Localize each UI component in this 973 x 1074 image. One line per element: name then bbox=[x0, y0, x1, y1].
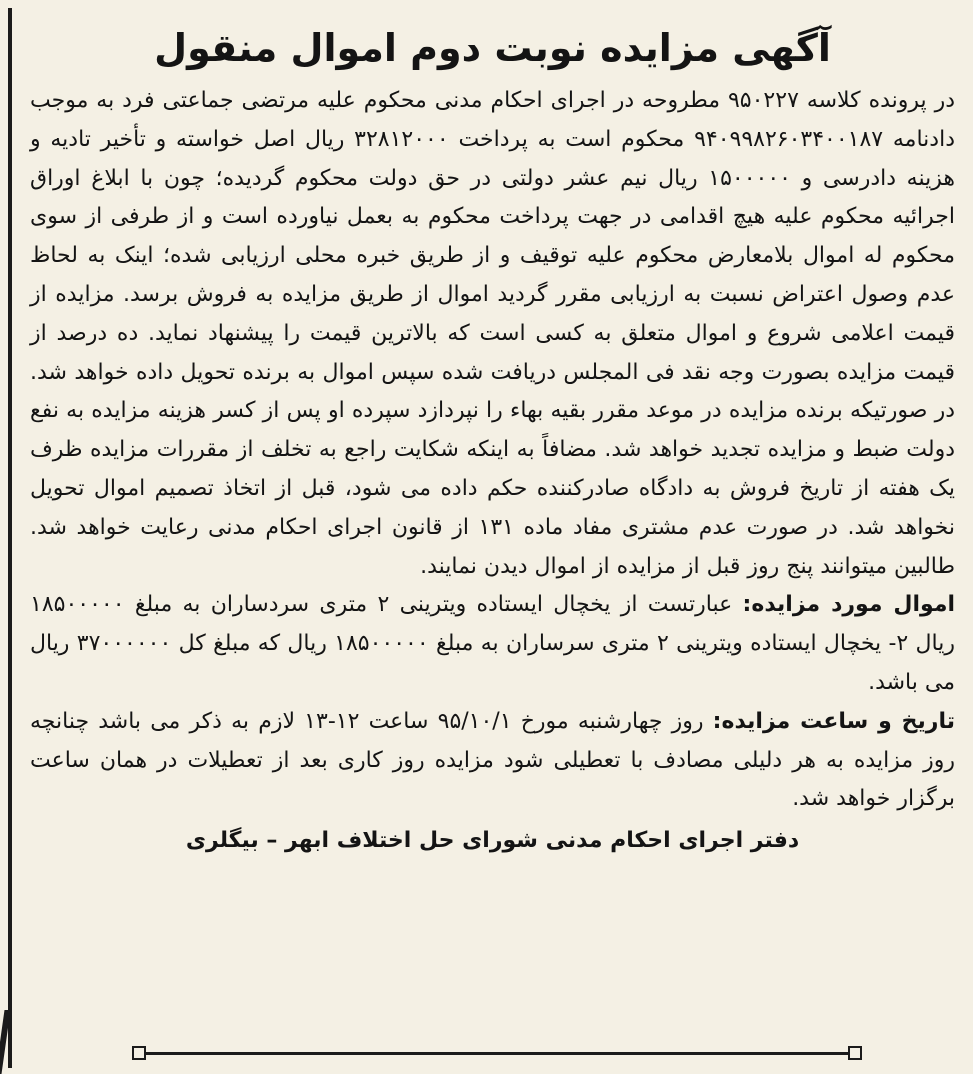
bottom-divider bbox=[138, 1052, 856, 1055]
divider-end-square-left bbox=[132, 1046, 146, 1060]
notice-content bbox=[30, 20, 955, 859]
divider-end-square-right bbox=[848, 1046, 862, 1060]
notice-title: آگهی مزایده نوبت دوم اموال منقول bbox=[154, 26, 831, 70]
items-label: اموال مورد مزایده: bbox=[742, 592, 956, 618]
date-section bbox=[30, 703, 955, 819]
notice-body: در پرونده کلاسه ۹۵۰۲۲۷ مطروحه در اجرای احکام مدنی محکوم علیه مرتضی جماعتی فرد به موجب دادنامه ۹۴۰۹۹۸۲۶۰۳۴۰۰۱۸۷ محکوم است به پرداخت ۳۲۸۱۲۰۰۰ ریال اصل خواسته و تأخیر تادیه و هزینه دادرسی و ۱۵۰۰۰۰۰ ریال نیم عشر دولتی در حق دولت محکوم گردیده؛ چون با ابلاغ اوراق اجرائیه محکوم علیه هیچ اقدامی در جهت پرداخت محکوم به بعمل نیاورده است و از طرفی از سوی محکوم له اموال بلامعارض محکوم علیه توقیف و از طریق خبره محلی ارزیابی شده؛ اینک به لحاظ عدم وصول اعتراض نسبت به ارزیابی مقرر گردید اموال از طریق مزایده به فروش برسد. مزایده از قیمت اعلامی شروع و اموال متعلق به کسی است که بالاترین قیمت را پیشنهاد نماید. ده درصد از قیمت مزایده بصورت وجه نقد فی المجلس دریافت شده سپس اموال به برنده تحویل داده خواهد شد. در صورتیکه برنده مزایده در موعد مقرر بقیه بهاء را نپردازد سپرده او پس از کسر هزینه مزایده به نفع دولت ضبط و مزایده تجدید خواهد شد. مضافاً به اینکه شکایت راجع به تخلف از مقررات مزایده ظرف یک هفته از تاریخ فروش به دادگاه صادرکننده حکم داده می شود، قبل از اتخاذ تصمیم اموال تحویل نخواهد شد. در صورت عدم مشتری مفاد ماده ۱۳۱ از قانون اجرای احکام مدنی رعایت خواهد شد. طالبین میتوانند پنج روز قبل از مزایده از اموال دیدن نمایند. bbox=[30, 88, 956, 579]
date-text: روز چهارشنبه مورخ ۹۵/۱۰/۱ ساعت ۱۲-۱۳ لازم به ذکر می باشد چنانچه روز مزایده به هر دلیلی مصادف با تعطیلی شود مزایده روز کاری بعد از تعطیلات در همان ساعت برگزار خواهد شد. bbox=[30, 708, 955, 812]
items-section bbox=[30, 586, 955, 702]
left-border-rule bbox=[8, 8, 12, 1068]
items-text: عبارتست از یخچال ایستاده ویترینی ۲ متری سردساران به مبلغ ۱۸۵۰۰۰۰۰ ریال ۲- یخچال ایستاده ویترینی ۲ متری سرساران به مبلغ ۱۸۵۰۰۰۰۰ ریال که مبلغ کل ۳۷۰۰۰۰۰۰ ریال می باشد. bbox=[30, 592, 955, 695]
date-label: تاریخ و ساعت مزایده: bbox=[712, 708, 955, 734]
signature: دفتر اجرای احکام مدنی شورای حل اختلاف ابهر – بیگلری bbox=[185, 828, 800, 854]
